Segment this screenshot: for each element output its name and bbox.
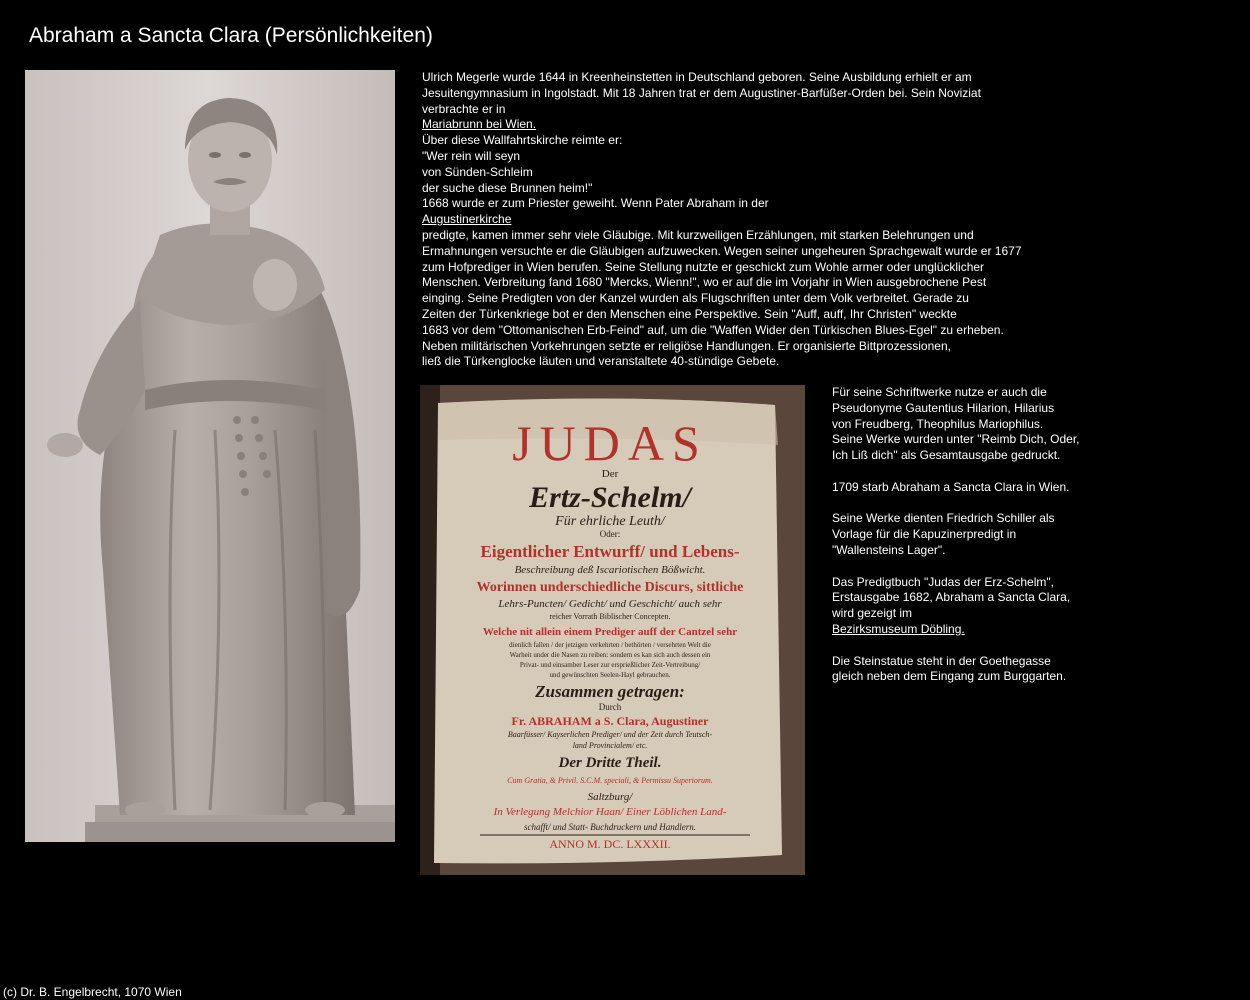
book-line: Worinnen underschiedliche Discurs, sittliche: [476, 580, 744, 595]
intro-line: Jesuitengymnasium in Ingolstadt. Mit 18 Jahren trat er dem Augustiner-Barfüßer-Orden bei. Sein Noviziat: [422, 85, 981, 100]
poem-line: von Sünden-Schleim: [422, 164, 533, 179]
book-title-page: [420, 385, 805, 875]
book-line: Beschreibung deß Iscariotischen Bößwicht.: [514, 564, 706, 576]
intro-line: predigte, kamen immer sehr viele Gläubige. Mit kurzweiligen Erzählungen, mit starken Belehrungen und: [422, 227, 974, 242]
book-line: ANNO M. DC. LXXXII.: [549, 837, 671, 851]
book-paragraph: [832, 575, 1102, 638]
book-line: Warheit under die Nasen zu reiben: sondern es kan sich auch dessen ein: [509, 651, 711, 659]
book-line: reicher Vorrath Biblischer Concepten.: [549, 612, 671, 621]
intro-line: Neben militärischen Vorkehrungen setzte er religiöse Handlungen. Er organisierte Bittprozessionen,: [422, 338, 951, 353]
side-text: [832, 385, 1102, 701]
book-line: Privat- und einsamber Leser zur ersprießlicher Zeit-Vertreibung/: [519, 661, 701, 669]
poem-line: "Wer rein will seyn: [422, 148, 521, 163]
statue-photo: [25, 70, 395, 842]
side-line: Seine Werke wurden unter "Reimb Dich, Oder,: [832, 432, 1080, 447]
intro-line: Menschen. Verbreitung fand 1680 "Mercks, Wienn!", wo er auf die im Vorjahr in Wien ausgebrochene Pest: [422, 275, 987, 290]
book-line: Zusammen getragen:: [535, 682, 685, 701]
book-line: Der: [601, 468, 619, 480]
intro-line: 1683 vor dem "Ottomanischen Erb-Feind" auf, um die "Waffen Wider den Türkischen Blues-Egel" zu erheben.: [422, 322, 1004, 337]
book-line: Ertz-Schelm/: [529, 481, 691, 514]
book-line: Lehrs-Puncten/ Gedicht/ und Geschicht/ auch sehr: [498, 598, 722, 610]
page-title: Abraham a Sancta Clara (Persönlichkeiten): [29, 24, 433, 47]
intro-line: verbrachte er in: [422, 101, 506, 116]
death-paragraph: [832, 480, 1102, 496]
book-line: und gewünschten Seelen-Hayl gebrauchen.: [549, 671, 671, 679]
book-line: Oder:: [599, 529, 621, 539]
intro-line: Ulrich Megerle wurde 1644 in Kreenheinstetten in Deutschland geboren. Seine Ausbildung erhielt er am: [422, 70, 972, 84]
intro-line: einging. Seine Predigten von der Kanzel wurden als Flugschriften unter dem Volk verbreitet. Gerade zu: [422, 291, 969, 306]
link-bezirksmuseum-doebling[interactable]: Bezirksmuseum Döbling.: [832, 621, 965, 636]
intro-text: [422, 70, 1042, 370]
book-line: Für ehrliche Leuth/: [555, 514, 665, 529]
side-line: Erstausgabe 1682, Abraham a Sancta Clara,: [832, 590, 1071, 605]
book-line: Baarfüsser/ Kayserlichen Prediger/ und der Zeit durch Teutsch-: [507, 730, 713, 739]
intro-line: Über diese Wallfahrtskirche reimte er:: [422, 133, 623, 148]
intro-line: 1668 wurde er zum Priester geweiht. Wenn Pater Abraham in der: [422, 196, 769, 211]
book-line: Fr. ABRAHAM a S. Clara, Augustiner: [511, 714, 709, 728]
book-line: schafft/ und Statt- Buchdruckern und Handlern.: [524, 822, 696, 832]
side-line: Ich Liß dich" als Gesamtausgabe gedruckt.: [832, 448, 1061, 463]
side-line: wird gezeigt im: [832, 606, 913, 621]
side-line: gleich neben dem Eingang zum Burggarten.: [832, 669, 1067, 684]
book-line: dienlich fallen / der jetzigen verkehrten / bethörten / versehrten Welt die: [509, 641, 711, 649]
book-line: Durch: [598, 702, 622, 712]
book-line: Cum Gratia, & Privil. S.C.M. speciali, & Permissu Superiorum.: [507, 776, 713, 785]
book-line: Eigentlicher Entwurff/ und Lebens-: [480, 542, 740, 561]
book-line: JUDAS: [512, 415, 708, 471]
book-line: Saltzburg/: [587, 791, 633, 803]
poem-line: der suche diese Brunnen heim!": [422, 180, 593, 195]
schiller-paragraph: [832, 511, 1102, 558]
side-line: Das Predigtbuch "Judas der Erz-Schelm",: [832, 574, 1054, 589]
link-augustinerkirche[interactable]: Augustinerkirche: [422, 212, 512, 227]
side-line: Pseudonyme Gautentius Hilarion, Hilarius: [832, 400, 1055, 415]
side-line: "Wallensteins Lager".: [832, 542, 946, 557]
intro-line: Zeiten der Türkenkriege bot er den Menschen eine Perspektive. Sein "Auff, auff, Ihr Christen" weckte: [422, 306, 957, 321]
intro-line: ließ die Türkenglocke läuten und veranstaltete 40-stündige Gebete.: [422, 354, 780, 369]
statue-paragraph: [832, 654, 1102, 686]
intro-line: zum Hofprediger in Wien berufen. Seine Stellung nutzte er geschickt zum Wohle armer oder unglücklicher: [422, 259, 985, 274]
side-line: Für seine Schriftwerke nutze er auch die: [832, 385, 1047, 399]
side-line: 1709 starb Abraham a Sancta Clara in Wien.: [832, 479, 1070, 494]
pseudonyms-paragraph: [832, 385, 1102, 464]
statue-illustration: [25, 70, 395, 842]
book-line: In Verlegung Melchior Haan/ Einer Löblichen Land-: [493, 806, 727, 818]
side-line: von Freudberg, Theophilus Mariophilus.: [832, 416, 1044, 431]
copyright-footer: (c) Dr. B. Engelbrecht, 1070 Wien: [3, 985, 182, 999]
book-line: Der Dritte Theil.: [558, 755, 662, 771]
book-line: land Provincialem/ etc.: [572, 741, 648, 750]
book-photo: [420, 385, 805, 875]
side-line: Die Steinstatue steht in der Goethegasse: [832, 653, 1051, 668]
book-line: Welche nit allein einem Prediger auff der Cantzel sehr: [482, 626, 738, 638]
intro-line: Ermahnungen versuchte er die Gläubigen aufzuwecken. Wegen seiner ungeheuren Sprachgewalt wurde er 1677: [422, 243, 1022, 258]
link-mariabrunn[interactable]: Mariabrunn bei Wien.: [422, 117, 537, 132]
side-line: Seine Werke dienten Friedrich Schiller als: [832, 511, 1055, 526]
side-line: Vorlage für die Kapuzinerpredigt in: [832, 527, 1017, 542]
